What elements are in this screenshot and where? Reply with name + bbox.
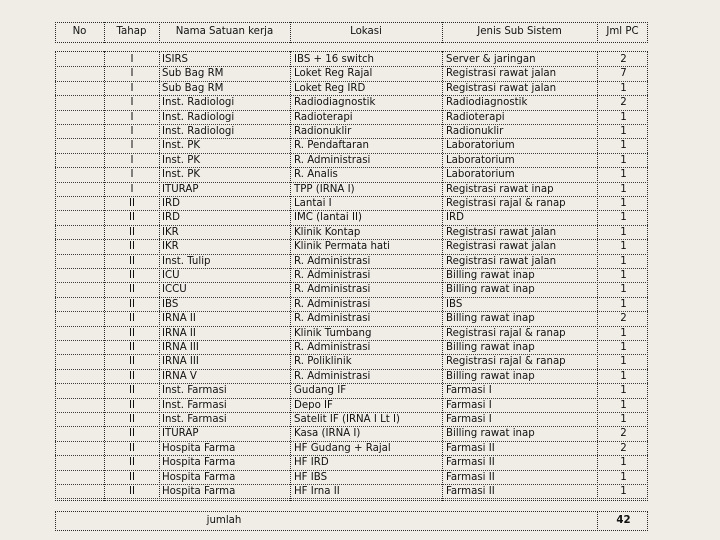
lokasi-cell: R. Administrasi — [294, 370, 371, 382]
table-row — [55, 67, 648, 81]
lokasi-cell: R. Administrasi — [294, 154, 371, 166]
tahap-cell: II — [128, 414, 135, 425]
lokasi-cell: HF Gudang + Rajal — [294, 442, 391, 454]
tahap-cell: II — [128, 370, 135, 382]
lokasi-cell: Satelit IF (IRNA I Lt I) — [294, 414, 400, 425]
jenis-sub-sistem-cell: Radionuklir — [446, 126, 504, 137]
footer-divider — [597, 511, 598, 531]
table-row — [55, 154, 648, 168]
jml-pc-cell: 1 — [620, 385, 627, 397]
nama-satuan-kerja-cell: Hospita Farma — [162, 471, 236, 483]
jenis-sub-sistem-cell: Registrasi rawat jalan — [446, 226, 557, 238]
lokasi-cell: R. Poliklinik — [294, 356, 352, 368]
jml-pc-cell: 1 — [620, 399, 627, 411]
tahap-cell: II — [128, 486, 135, 497]
table-row — [55, 456, 648, 470]
table-row — [55, 312, 648, 326]
tahap-cell: II — [128, 298, 135, 310]
nama-satuan-kerja-cell: Inst. PK — [162, 140, 201, 152]
jenis-sub-sistem-cell: Billing rawat inap — [446, 342, 535, 353]
lokasi-cell: Loket Reg Rajal — [294, 68, 373, 80]
nama-satuan-kerja-cell: Inst. Farmasi — [162, 385, 227, 397]
nama-satuan-kerja-cell: Inst. Radiologi — [162, 111, 235, 123]
jml-pc-cell: 1 — [620, 486, 627, 497]
header-nama-satuan-kerja: Nama Satuan kerja — [175, 26, 274, 37]
jenis-sub-sistem-cell: Farmasi I — [446, 414, 492, 425]
table-row — [55, 240, 648, 254]
jml-pc-cell: 1 — [620, 342, 627, 353]
jml-pc-cell: 1 — [620, 255, 627, 267]
jenis-sub-sistem-cell: Registrasi rawat jalan — [446, 68, 557, 80]
nama-satuan-kerja-cell: IRNA II — [162, 313, 196, 325]
tahap-cell: II — [128, 457, 135, 469]
tahap-cell: II — [128, 270, 135, 281]
nama-satuan-kerja-cell: ITURAP — [162, 183, 199, 195]
jenis-sub-sistem-cell: Laboratorium — [446, 140, 515, 152]
nama-satuan-kerja-cell: IRD — [162, 198, 180, 209]
nama-satuan-kerja-cell: Inst. Radiologi — [162, 126, 235, 137]
jenis-sub-sistem-cell: Laboratorium — [446, 169, 515, 181]
lokasi-cell: Lantai I — [294, 198, 332, 209]
jenis-sub-sistem-cell: Farmasi II — [446, 471, 495, 483]
jenis-sub-sistem-cell: Radioterapi — [446, 111, 505, 123]
tahap-cell: I — [130, 140, 134, 152]
lokasi-cell: IMC (lantai II) — [294, 212, 362, 224]
table-row — [55, 139, 648, 153]
jml-pc-cell: 1 — [620, 356, 627, 368]
table-row — [55, 283, 648, 297]
jenis-sub-sistem-cell: Farmasi II — [446, 457, 495, 469]
jenis-sub-sistem-cell: Registrasi rawat inap — [446, 183, 554, 195]
lokasi-cell: IBS + 16 switch — [294, 54, 375, 65]
jml-pc-cell: 1 — [620, 169, 627, 181]
nama-satuan-kerja-cell: IKR — [162, 226, 179, 238]
nama-satuan-kerja-cell: ICCU — [162, 284, 187, 296]
table-row — [55, 111, 648, 125]
nama-satuan-kerja-cell: Inst. PK — [162, 169, 201, 181]
nama-satuan-kerja-cell: Hospita Farma — [162, 457, 236, 469]
jenis-sub-sistem-cell: Farmasi II — [446, 486, 495, 497]
tahap-cell: II — [128, 255, 135, 267]
tahap-cell: II — [128, 284, 135, 296]
lokasi-cell: HF IBS — [294, 471, 328, 483]
lokasi-cell: HF Irna II — [294, 486, 340, 497]
tahap-cell: I — [130, 126, 134, 137]
table-row — [55, 399, 648, 413]
table-row — [55, 183, 648, 197]
nama-satuan-kerja-cell: IRD — [162, 212, 180, 224]
table-row — [55, 226, 648, 240]
jml-pc-cell: 1 — [620, 154, 627, 166]
lokasi-cell: R. Administrasi — [294, 342, 371, 353]
tahap-cell: I — [130, 183, 134, 195]
lokasi-cell: HF IRD — [294, 457, 329, 469]
nama-satuan-kerja-cell: ITURAP — [162, 428, 199, 440]
table-row — [55, 327, 648, 341]
jenis-sub-sistem-cell: IRD — [446, 212, 464, 224]
nama-satuan-kerja-cell: Inst. Farmasi — [162, 414, 227, 425]
tahap-cell: I — [130, 97, 134, 109]
nama-satuan-kerja-cell: Inst. Tulip — [162, 255, 211, 267]
table-row — [55, 341, 648, 355]
jml-pc-cell: 1 — [620, 298, 627, 310]
header-jml-pc: Jml PC — [606, 26, 639, 37]
lokasi-cell: R. Administrasi — [294, 255, 371, 267]
tahap-cell: I — [130, 169, 134, 181]
jumlah-total: 42 — [616, 515, 631, 526]
jml-pc-cell: 1 — [620, 370, 627, 382]
jenis-sub-sistem-cell: Farmasi I — [446, 399, 492, 411]
jml-pc-cell: 2 — [620, 54, 627, 65]
jml-pc-cell: 1 — [620, 82, 627, 94]
tahap-cell: I — [130, 111, 134, 123]
tahap-cell: I — [130, 154, 134, 166]
jml-pc-cell: 2 — [620, 97, 627, 109]
tahap-cell: II — [128, 226, 135, 238]
jml-pc-cell: 1 — [620, 414, 627, 425]
nama-satuan-kerja-cell: Hospita Farma — [162, 486, 236, 497]
jenis-sub-sistem-cell: Billing rawat inap — [446, 284, 535, 296]
jml-pc-cell: 1 — [620, 327, 627, 339]
jml-pc-cell: 1 — [620, 126, 627, 137]
jenis-sub-sistem-cell: Farmasi I — [446, 385, 492, 397]
lokasi-cell: Klinik Tumbang — [294, 327, 372, 339]
header-no: No — [72, 26, 87, 37]
lokasi-cell: Radionuklir — [294, 126, 352, 137]
tahap-cell: II — [128, 442, 135, 454]
jml-pc-cell: 1 — [620, 226, 627, 238]
jml-pc-cell: 1 — [620, 183, 627, 195]
jml-pc-cell: 1 — [620, 457, 627, 469]
nama-satuan-kerja-cell: ICU — [162, 270, 180, 281]
table-row — [55, 197, 648, 211]
nama-satuan-kerja-cell: IRNA III — [162, 356, 199, 368]
tahap-cell: II — [128, 198, 135, 209]
jml-pc-cell: 2 — [620, 428, 627, 440]
tahap-cell: II — [128, 342, 135, 353]
nama-satuan-kerja-cell: IRNA II — [162, 327, 196, 339]
jml-pc-cell: 1 — [620, 471, 627, 483]
jenis-sub-sistem-cell: Radiodiagnostik — [446, 97, 528, 109]
header-jenis-sub-sistem: Jenis Sub Sistem — [477, 26, 562, 37]
tahap-cell: II — [128, 241, 135, 253]
jml-pc-cell: 1 — [620, 212, 627, 224]
table-row — [55, 355, 648, 369]
jenis-sub-sistem-cell: Billing rawat inap — [446, 428, 535, 440]
jenis-sub-sistem-cell: Registrasi rawat jalan — [446, 241, 557, 253]
jenis-sub-sistem-cell: Farmasi II — [446, 442, 495, 454]
lokasi-cell: TPP (IRNA I) — [294, 183, 355, 195]
lokasi-cell: Klinik Permata hati — [294, 241, 390, 253]
table-row — [55, 53, 648, 67]
jenis-sub-sistem-cell: IBS — [446, 298, 463, 310]
jenis-sub-sistem-cell: Laboratorium — [446, 154, 515, 166]
jenis-sub-sistem-cell: Registrasi rawat jalan — [446, 255, 557, 267]
tahap-cell: II — [128, 399, 135, 411]
jenis-sub-sistem-cell: Billing rawat inap — [446, 313, 535, 325]
tahap-cell: I — [130, 82, 134, 94]
tahap-cell: II — [128, 356, 135, 368]
lokasi-cell: Radiodiagnostik — [294, 97, 376, 109]
table-row — [55, 298, 648, 312]
nama-satuan-kerja-cell: IRNA V — [162, 370, 197, 382]
lokasi-cell: R. Administrasi — [294, 298, 371, 310]
table-row — [55, 384, 648, 398]
lokasi-cell: Depo IF — [294, 399, 333, 411]
table-row — [55, 442, 648, 456]
jml-pc-cell: 2 — [620, 313, 627, 325]
nama-satuan-kerja-cell: IRNA III — [162, 342, 199, 353]
jml-pc-cell: 1 — [620, 241, 627, 253]
jml-pc-cell: 1 — [620, 140, 627, 152]
lokasi-cell: R. Pendaftaran — [294, 140, 369, 152]
lokasi-cell: Kasa (IRNA I) — [294, 428, 361, 440]
lokasi-cell: Radioterapi — [294, 111, 353, 123]
tahap-cell: II — [128, 428, 135, 440]
table-row — [55, 96, 648, 110]
tahap-cell: II — [128, 313, 135, 325]
table-row — [55, 485, 648, 499]
lokasi-cell: R. Analis — [294, 169, 338, 181]
nama-satuan-kerja-cell: IBS — [162, 298, 179, 310]
jenis-sub-sistem-cell: Billing rawat inap — [446, 270, 535, 281]
jenis-sub-sistem-cell: Billing rawat inap — [446, 370, 535, 382]
jenis-sub-sistem-cell: Registrasi rawat jalan — [446, 82, 557, 94]
table-row — [55, 471, 648, 485]
tahap-cell: II — [128, 212, 135, 224]
lokasi-cell: Gudang IF — [294, 385, 347, 397]
header-tahap: Tahap — [116, 26, 147, 37]
jml-pc-cell: 1 — [620, 284, 627, 296]
tahap-cell: II — [128, 471, 135, 483]
table-row — [55, 125, 648, 139]
table-row — [55, 168, 648, 182]
jenis-sub-sistem-cell: Registrasi rajal & ranap — [446, 356, 566, 368]
lokasi-cell: Loket Reg IRD — [294, 82, 366, 94]
nama-satuan-kerja-cell: Inst. PK — [162, 154, 201, 166]
header-lokasi: Lokasi — [350, 26, 382, 37]
nama-satuan-kerja-cell: Sub Bag RM — [162, 82, 224, 94]
tahap-cell: I — [130, 68, 134, 80]
jenis-sub-sistem-cell: Server & jaringan — [446, 54, 536, 65]
table-row — [55, 427, 648, 441]
table-row — [55, 370, 648, 384]
nama-satuan-kerja-cell: Sub Bag RM — [162, 68, 224, 80]
tahap-cell: I — [130, 54, 134, 65]
nama-satuan-kerja-cell: ISIRS — [162, 54, 189, 65]
table-row — [55, 211, 648, 225]
nama-satuan-kerja-cell: Inst. Radiologi — [162, 97, 235, 109]
table-row — [55, 269, 648, 283]
jumlah-label: jumlah — [206, 515, 242, 526]
table-row — [55, 255, 648, 269]
jml-pc-cell: 2 — [620, 442, 627, 454]
tahap-cell: II — [128, 327, 135, 339]
jml-pc-cell: 7 — [620, 68, 627, 80]
jml-pc-cell: 1 — [620, 111, 627, 123]
lokasi-cell: R. Administrasi — [294, 270, 371, 281]
jenis-sub-sistem-cell: Registrasi rajal & ranap — [446, 198, 566, 209]
jenis-sub-sistem-cell: Registrasi rajal & ranap — [446, 327, 566, 339]
table-row — [55, 413, 648, 427]
nama-satuan-kerja-cell: Inst. Farmasi — [162, 399, 227, 411]
table-row — [55, 82, 648, 96]
nama-satuan-kerja-cell: Hospita Farma — [162, 442, 236, 454]
lokasi-cell: Klinik Kontap — [294, 226, 361, 238]
jml-pc-cell: 1 — [620, 270, 627, 281]
lokasi-cell: R. Administrasi — [294, 284, 371, 296]
nama-satuan-kerja-cell: IKR — [162, 241, 179, 253]
tahap-cell: II — [128, 385, 135, 397]
jml-pc-cell: 1 — [620, 198, 627, 209]
lokasi-cell: R. Administrasi — [294, 313, 371, 325]
